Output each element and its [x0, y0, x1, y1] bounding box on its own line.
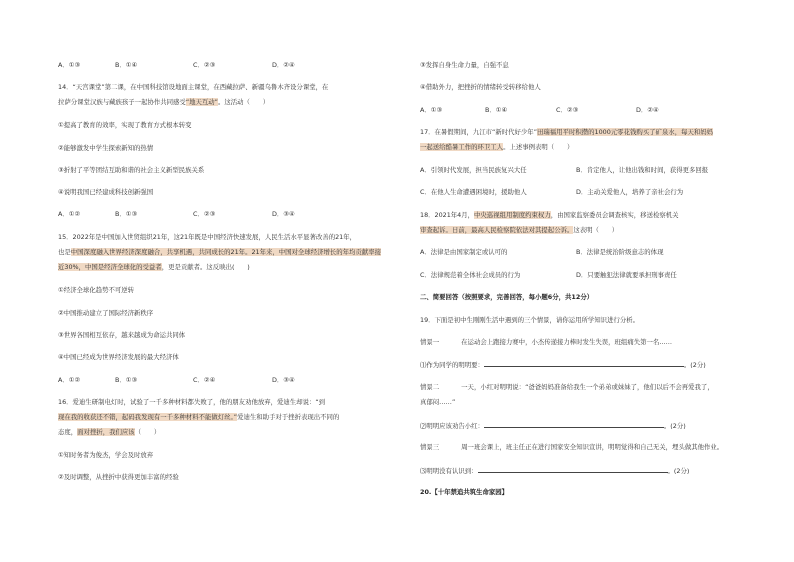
q15-item-3: ③世界各国相互依存，越来越成为命运共同体: [58, 331, 186, 339]
q14-item-4: ④说明我国已经建成科技创新强国: [58, 188, 154, 196]
q13-option-d: D．②④: [272, 61, 295, 69]
q16-line3: 态度，面对挫折，我们应该（ ）: [58, 428, 161, 436]
q17-line1: 17．在暑假期间，九江市“新时代好少年”田瑞福用平时积攒的1000元零花钱购买了矿泉水，每天和妈妈: [420, 128, 714, 136]
q18-option-a: A．法律是由国家制定或认可的: [420, 248, 508, 256]
q19-question2: ⑵明明应该劝告小红： 。(2分): [420, 422, 686, 430]
q17-line2: 一起送给酷暑工作的环卫工人。上述事例表明（ ）: [420, 143, 574, 151]
q14-item-2: ②能够激发中学生探索新知的热情: [58, 144, 154, 152]
q14-option-b: B．①③: [115, 210, 138, 218]
q15-item-2: ②中国推动建立了国际经济新秩序: [58, 309, 154, 317]
q14-line1: 14．“天宫课堂”第二课，在中国科技馆设地面主课堂，在西藏拉萨、新疆乌鲁木齐设分课堂，在: [58, 83, 329, 91]
q16-item-4: ④借助外力，把挫折的情绪转受转移给他人: [420, 83, 541, 91]
q19-question1: ⑴作为同学的明明要： 。(2分): [420, 361, 706, 369]
q13-option-a: A．①③: [58, 61, 81, 69]
q15-option-a: A．①②: [58, 376, 81, 384]
q17-option-a: A．引领时代发展，担当民族复兴大任: [420, 166, 527, 174]
section-heading: 二、简要回答（按照要求，完善回答，每小题6分，共12分）: [420, 293, 594, 301]
q20-heading: 20.【十年禁追共筑生命家园】: [420, 488, 509, 496]
q15-item-1: ①经济全球化趋势不可逆转: [58, 286, 135, 294]
q14-item-1: ①提高了教育的效率，实现了教育方式根本转变: [58, 121, 192, 129]
q19-scene3: 情景三 周一班会课上，班主任正在进行国家安全知识宣讲，明明觉得和自己无关，埋头做其他作业。: [420, 443, 724, 451]
answer-blank-2[interactable]: [484, 421, 664, 428]
q16-item-3: ③发挥自身生命力量，自强不息: [420, 61, 509, 69]
q18-option-d: D．只要触犯法律就要承担刑事责任: [576, 271, 677, 279]
q15-item-4: ④中国已经成为世界经济发展的最大经济体: [58, 353, 179, 361]
q17-option-c: C．在他人生命遭遇困境时，援助他人: [420, 188, 527, 196]
q14-item-3: ③折射了平等团结互助和谐的社会主义新型民族关系: [58, 166, 205, 174]
q14-option-d: D．③④: [272, 210, 295, 218]
q14-option-a: A．①②: [58, 210, 81, 218]
q13-option-c: C．②③: [193, 61, 216, 69]
q15-line1: 15．2022年是中国加入世贸组织21年，这21年既是中国经济快速发展，人民生活水平显著改善的21年，: [58, 233, 357, 241]
q15-option-c: C．②④: [193, 376, 216, 384]
q16-option-a: A．①③: [420, 106, 443, 114]
q19-scene2-cont: 真郁闷……”: [420, 398, 456, 406]
q19-question3: ⑶明明没有认识到： 。(2分): [420, 467, 690, 475]
q18-option-b: B．法律是统治阶级意志的体现: [576, 248, 664, 256]
answer-blank-1[interactable]: [484, 360, 684, 367]
q16-line1: 16．爱迪生研制电灯时，试验了一千多种材料都失败了，他的朋友劝他放弃，爱迪生却说：“到: [58, 398, 326, 406]
q16-line2: 现在我的收获还不错，起码我发现有一千多种材料不能做灯丝。”爱迪生和助手对于挫折表现出不同的: [58, 413, 340, 421]
q19-scene2: 情景二 一天，小红对明明说：“爸爸妈妈准备给我生一个弟弟或妹妹了，他们以后不会再爱我了，: [420, 383, 714, 391]
q19-scene1: 情景一 在运动会上跑接力赛中，小杰传递接力棒时发生失误，班组痛失第一名……: [420, 338, 673, 346]
q18-line2: 审查起诉。日前，最高人民检察院依法对其提起公诉。这表明（ ）: [420, 226, 619, 234]
q15-line3: 近30%，中国是经济全球化的受益者，更是贡献者。这反映出( ): [58, 263, 250, 271]
q18-option-c: C．法律规范着全体社会成员的行为: [420, 271, 521, 279]
q16-item-1: ①知时务者为俊杰，学会及时放弃: [58, 451, 154, 459]
q16-item-2: ②及时调整，从挫折中获得更加丰富的经验: [58, 473, 179, 481]
q18-line1: 18．2021年4月，中央巡视组用制度约束权力，由国家监察委员会调查核实，移送检察机关: [420, 211, 679, 219]
q15-option-d: D．③④: [272, 376, 295, 384]
answer-blank-3[interactable]: [478, 466, 668, 473]
q16-option-c: C．②③: [556, 106, 579, 114]
q15-option-b: B．①③: [115, 376, 138, 384]
q13-option-b: B．①④: [115, 61, 138, 69]
q16-option-d: D．②④: [636, 106, 659, 114]
q17-option-d: D．主动关爱他人，培养了亲社会行为: [576, 188, 684, 196]
q16-option-b: B．①④: [485, 106, 508, 114]
q15-line2: 也是中国深度融入世界经济深度融合，共享机遇，共同成长的21年。21年来，中国对全球经济增长的年均贡献率接: [58, 248, 382, 256]
q14-option-c: C．②③: [193, 210, 216, 218]
q17-option-b: B．肯定他人，让他出钱和时间，获得更多回报: [576, 166, 709, 174]
q19-intro: 19．下面是初中生刚刚生活中遇到的三个情景，请你运用所学知识进行分析。: [420, 316, 640, 324]
q14-line2: 拉萨分课堂汉族与藏族孩子一起协作共同感受“地天互动”。这活动（ ）: [58, 98, 270, 106]
